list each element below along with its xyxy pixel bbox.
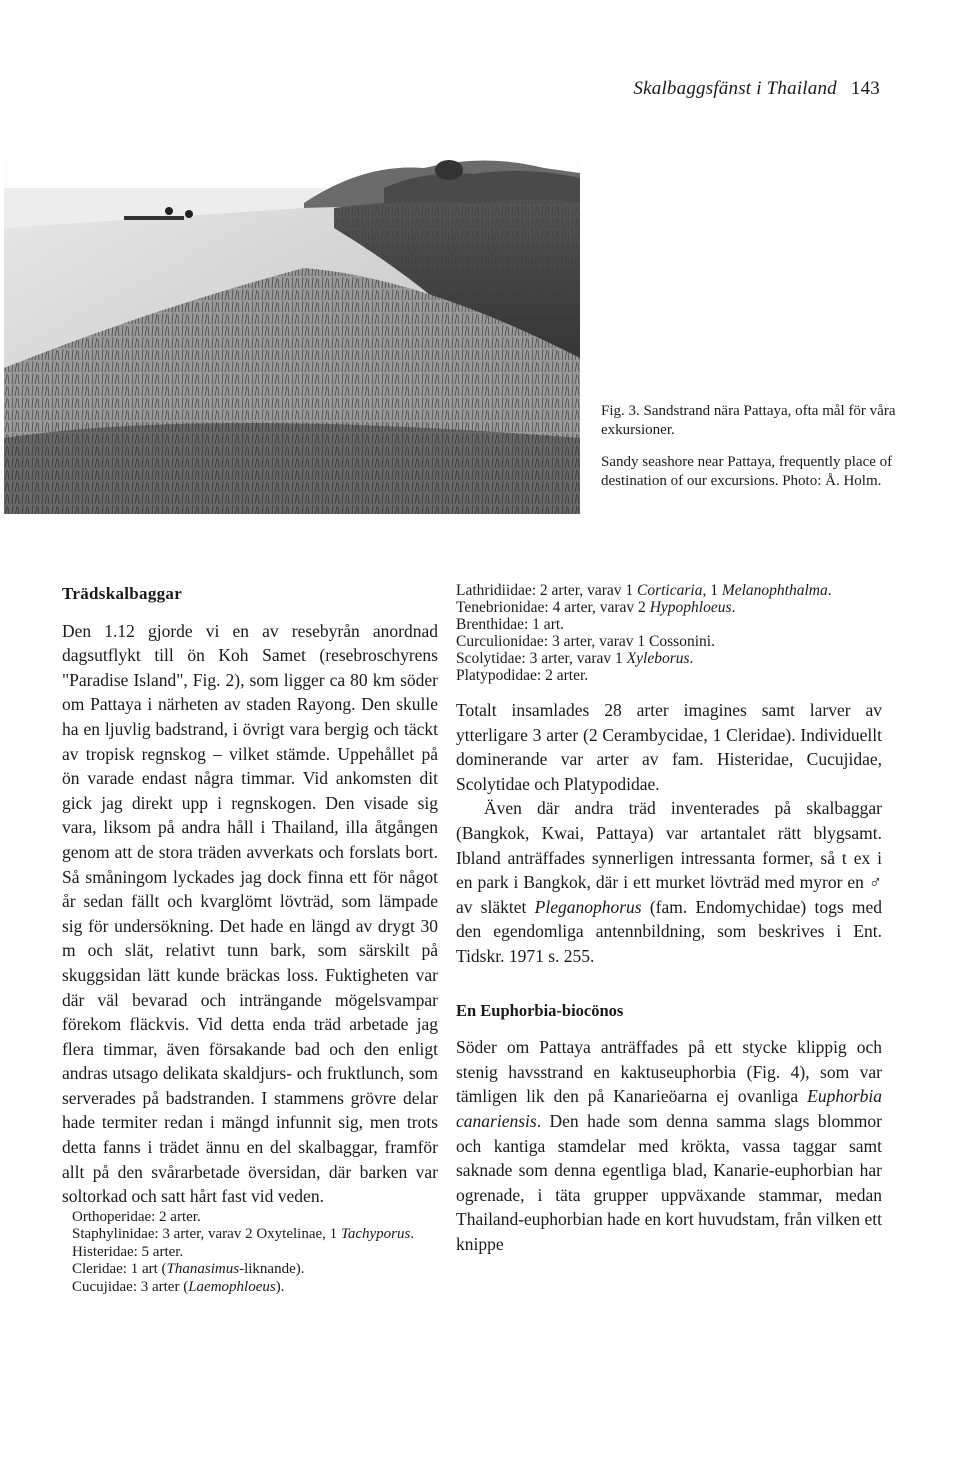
running-title: Skalbaggsfänst i Thailand (633, 78, 837, 99)
body-paragraph: Söder om Pattaya anträffades på ett stycke klippig och stenig havsstrand en kaktuseuphorbia (Fig. 4), som var tämligen lik den på Kanarieöarna ej ovanliga Euphorbia canariensis. Den hade som denna samma slags blommor och kantiga stamdelar med krökta, vassa taggar samt saknade som denna egentliga blad, Kanarie-euphorbian har ogrenade, i täta grupper uppväxande stammar, medan Thailand-euphorbian hade en kort huvudstam, från vilken ett knippe (456, 1037, 882, 1254)
section-heading-tradskalbaggar: Trädskalbaggar (62, 584, 183, 603)
list-item: Platypodidae: 2 arter. (456, 667, 589, 684)
species-list-right (456, 582, 882, 684)
beach-photo (4, 108, 580, 514)
list-item: Staphylinidae: 3 arter, varav 2 Oxytelinae, 1 Tachyporus. (72, 1226, 415, 1243)
caption-swedish: Fig. 3. Sandstrand nära Pattaya, ofta mål för våra exkursioner. (601, 403, 896, 438)
list-item: Cucujidae: 3 arter (Laemophloeus). (72, 1278, 285, 1295)
caption-english: Sandy seashore near Pattaya, frequently place of destination of our excursions. Photo: Å. Holm. (601, 454, 893, 489)
list-item: Curculionidae: 3 arter, varav 1 Cossonini. (456, 633, 715, 650)
running-head (633, 78, 880, 100)
figure-caption (601, 402, 901, 504)
body-paragraph: Totalt insamlades 28 arter imagines samt larver av ytterligare 3 arter (2 Cerambycidae, 1 Cleridae). Individuellt dominerande var arter av fam. Histeridae, Cucujidae, Scolytidae och Platypodidae. (456, 700, 882, 794)
body-paragraph: Även där andra träd inventerades på skalbaggar (Bangkok, Kwai, Pattaya) var artantalet rätt blygsamt. Ibland anträffades synnerligen intressanta former, så t ex i en park i Bangkok, där i ett murket lövträd med myror en ♂ av släktet Pleganophorus (fam. Endomychidae) togs med den egendomliga antennbildning, som beskrives i Ent. Tidskr. 1971 s. 255. (456, 798, 882, 966)
list-item: Tenebrionidae: 4 arter, varav 2 Hypophloeus. (456, 599, 736, 616)
page-number: 143 (850, 78, 880, 99)
list-item: Scolytidae: 3 arter, varav 1 Xyleborus. (456, 650, 694, 667)
section-heading-euphorbia: En Euphorbia-biocönos (456, 1000, 624, 1020)
list-item: Lathridiidae: 2 arter, varav 1 Corticaria, 1 Melanophthalma. (456, 582, 832, 599)
list-item: Cleridae: 1 art (Thanasimus-liknande). (72, 1261, 305, 1278)
body-paragraph: Den 1.12 gjorde vi en av resebyrån anordnad dagsutflykt till ön Koh Samet (resebroschyrens "Paradise Island", Fig. 2), som ligger ca 80 km söder om Pattaya i närheten av staden Rayong. Den skulle ha en ljuvlig badstrand, i övrigt vara bergig och täckt av tropisk regnskog – vilket stämde. Uppehållet på ön varade endast några timmar. Vid ankomsten dit gick jag direkt upp i regnskogen. Den visade sig vara, liksom på andra håll i Thailand, illa åtgången genom att de stora träden avverkats och forslats bort. Så småningom lyckades jag dock finna ett för något år sedan fällt och kvarglömt lövträd, som lämpade sig för undersökning. Det hade en längd av drygt 30 m och slät, relativt tunn bark, som särskilt på skuggsidan lätt kunde bräckas loss. Fuktigheten var där väl bevarad och inträngande mögelsvampar förekom fläckvis. Vid detta enda träd arbetade jag flera timmar, även försakande bad och den enligt andras utsago delikata skaldjurs- och fruktlunch, som serverades på badstranden. I stammens grövre delar hade termiter redan i mängd infunnit sig, men trots detta fanns i trädet ännu en del skalbaggar, framför allt på den svårarbetade översidan, där barken var soltorkad och satt hårt fast vid veden. (62, 620, 438, 1207)
right-column (456, 582, 882, 1256)
list-item: Brenthidae: 1 art. (456, 616, 565, 633)
species-list-left (62, 1209, 438, 1297)
list-item: Orthoperidae: 2 arter. (72, 1208, 201, 1225)
left-column (62, 582, 438, 1296)
list-item: Histeridae: 5 arter. (72, 1243, 184, 1260)
